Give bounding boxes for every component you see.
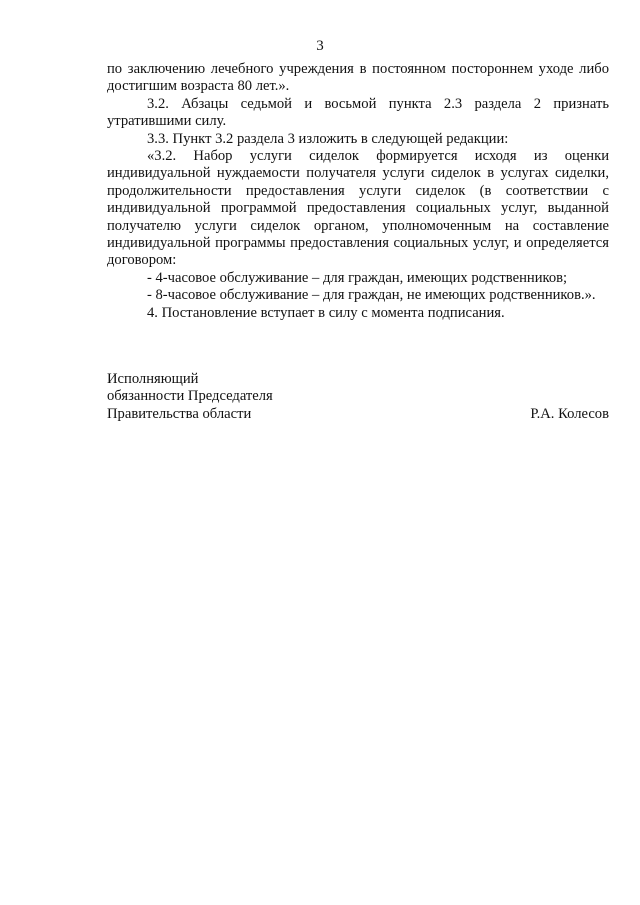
signer-title-line3: Правительства области — [107, 405, 252, 422]
paragraph-3-2: 3.2. Абзацы седьмой и восьмой пункта 2.3 раздела 2 признать утратившими силу. — [107, 95, 609, 130]
page-number: 3 — [316, 38, 324, 54]
signer-name: Р.А. Колесов — [530, 405, 609, 422]
document-body — [107, 61, 609, 322]
list-item-4-hour: - 4-часовое обслуживание – для граждан, имеющих родственников; — [147, 269, 568, 286]
signature-block — [107, 371, 609, 423]
list-item-8-hour: - 8-часовое обслуживание – для граждан, не имеющих родственников.». — [147, 287, 596, 304]
signer-title-line1: Исполняющий — [107, 371, 199, 387]
paragraph-3-3: 3.3. Пункт 3.2 раздела 3 изложить в следующей редакции: — [147, 130, 509, 147]
paragraph-continuation: по заключению лечебного учреждения в постоянном постороннем уходе либо достигшим возраста 80 лет.». — [107, 61, 609, 95]
signer-title-line2: обязанности Председателя — [107, 388, 273, 405]
paragraph-4: 4. Постановление вступает в силу с момента подписания. — [147, 304, 505, 321]
signer-row — [107, 406, 609, 423]
paragraph-quoted-3-2: «3.2. Набор услуги сиделок формируется исходя из оценки индивидуальной нуждаемости получателя услуги сиделок в услугах сиделки, продолжительности предоставления услуги сиделок (в соответствии с индивидуальной программой предоставления социальных услуг, выданной получателю услуги сиделок органом, уполномоченным на составление индивидуальной программы предоставления социальных услуг, и определяется договором: — [107, 148, 609, 269]
